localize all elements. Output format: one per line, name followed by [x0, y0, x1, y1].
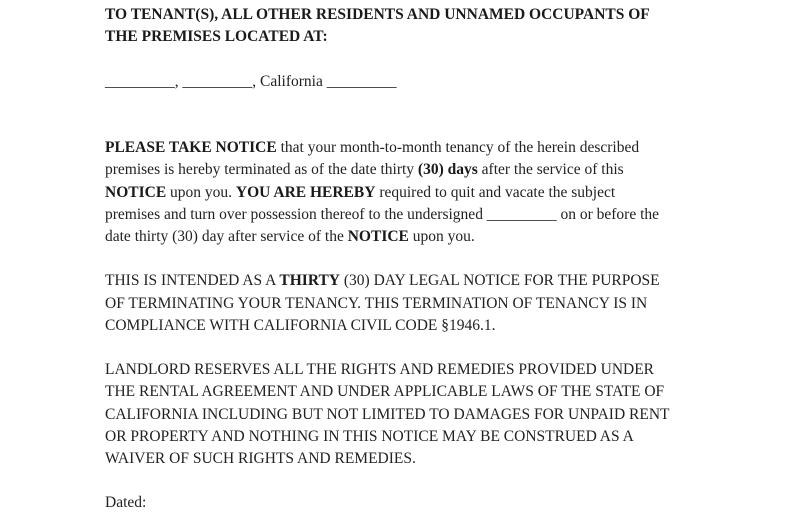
address-blank-1: _________	[105, 72, 175, 90]
addressee-heading: TO TENANT(S), ALL OTHER RESIDENTS AND UNNAMED OCCUPANTS OF THE PREMISES LOCATED AT:	[105, 6, 650, 46]
notice-paragraph: PLEASE TAKE NOTICE that your month-to-month tenancy of the herein described premises is hereby terminated as of the date thirty (30) days after the service of this NOTICE upon you. YOU ARE HEREBY required to quit and vacate the subject premises and turn over possession thereof to the undersigned _________ on or before the date thirty (30) day after service of the NOTICE upon you.	[105, 139, 660, 245]
undersigned-blank: _________	[486, 205, 557, 223]
dated-label: Dated:	[105, 494, 147, 512]
rights-paragraph: LANDLORD RESERVES ALL THE RIGHTS AND REMEDIES PROVIDED UNDER THE RENTAL AGREEMENT AND UNDER APPLICABLE LAWS OF THE STATE OF CALIFORNIA INCLUDING BUT NOT LIMITED TO DAMAGES FOR UNPAID RENT OR PROPERTY AND NOTHING IN THIS NOTICE MAY BE CONSTRUED AS A WAIVER OF SUCH RIGHTS AND REMEDIES.	[105, 361, 670, 467]
address-blank-2: _________	[182, 72, 253, 90]
intent-paragraph: THIS IS INTENDED AS A THIRTY (30) DAY LEGAL NOTICE FOR THE PURPOSE OF TERMINATING YOUR TENANCY. THIS TERMINATION OF TENANCY IS IN COMPLIANCE WITH CALIFORNIA CIVIL CODE §1946.1.	[105, 272, 660, 334]
address-line: _________, _________, California _________	[105, 72, 397, 90]
address-blank-3: _________	[326, 72, 397, 90]
notice-document	[105, 4, 685, 515]
